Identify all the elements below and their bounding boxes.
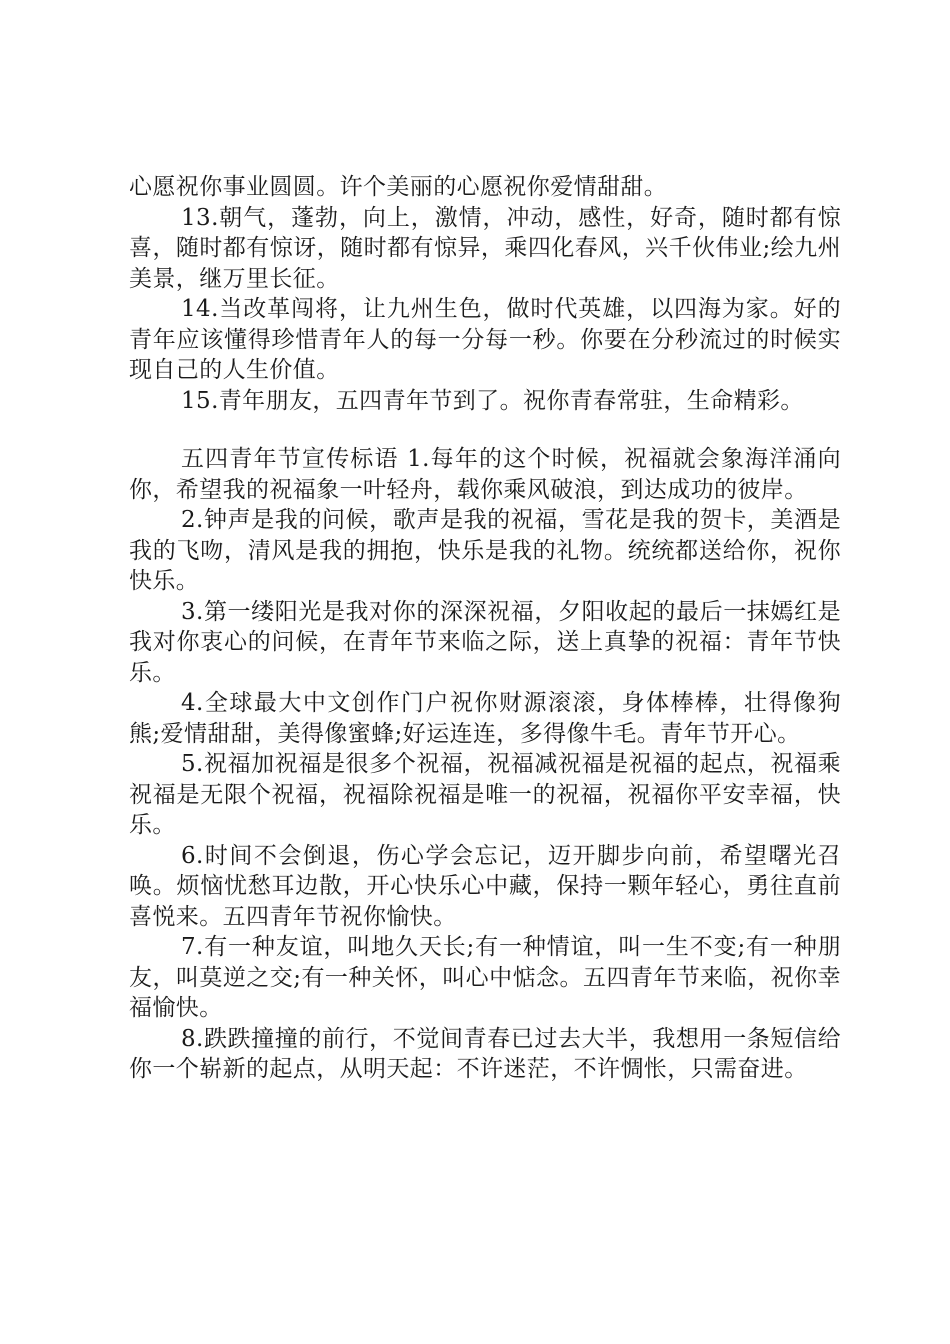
- section-gap: [129, 416, 841, 444]
- paragraph-item-7: 7.有一种友谊，叫地久天长;有一种情谊，叫一生不变;有一种朋友，叫莫逆之交;有一种关怀，叫心中惦念。五四青年节来临，祝你幸福愉快。: [129, 934, 841, 1021]
- paragraph-item-6: 6.时间不会倒退，伤心学会忘记，迈开脚步向前，希望曙光召唤。烦恼忧愁耳边散，开心快乐心中藏，保持一颗年轻心，勇往直前喜悦来。五四青年节祝你愉快。: [129, 842, 841, 930]
- paragraph-item-3: 3.第一缕阳光是我对你的深深祝福，夕阳收起的最后一抹嫣红是我对你衷心的问候，在青年节来临之际，送上真挚的祝福：青年节快乐。: [129, 598, 841, 686]
- paragraph-section-heading-item-1: 五四青年节宣传标语 1.每年的这个时候，祝福就会象海洋涌向你，希望我的祝福象一叶轻舟，载你乘风破浪，到达成功的彼岸。: [129, 446, 841, 503]
- paragraph-item-15: 15.青年朋友，五四青年节到了。祝你青春常驻，生命精彩。: [181, 387, 804, 414]
- paragraph-item-2: 2.钟声是我的问候，歌声是我的祝福，雪花是我的贺卡，美酒是我的飞吻，清风是我的拥抱，快乐是我的礼物。统统都送给你，祝你快乐。: [129, 507, 841, 594]
- paragraph-item-5: 5.祝福加祝福是很多个祝福，祝福减祝福是祝福的起点，祝福乘祝福是无限个祝福，祝福除祝福是唯一的祝福，祝福你平安幸福，快乐。: [129, 751, 841, 838]
- paragraph-item-4: 4.全球最大中文创作门户祝你财源滚滚，身体棒棒，壮得像狗熊;爱情甜甜，美得像蜜蜂;好运连连，多得像牛毛。青年节开心。: [129, 690, 841, 747]
- paragraph-item-13: 13.朝气，蓬勃，向上，激情，冲动，感性，好奇，随时都有惊喜，随时都有惊讶，随时都有惊异，乘四化春风，兴千伙伟业;绘九州美景，继万里长征。: [129, 204, 841, 292]
- paragraph-continuation: 心愿祝你事业圆圆。许个美丽的心愿祝你爱情甜甜。: [129, 174, 668, 200]
- paragraph-item-8: 8.跌跌撞撞的前行，不觉间青春已过去大半，我想用一条短信给你一个崭新的起点，从明天起：不许迷茫，不许惆怅，只需奋进。: [129, 1025, 841, 1082]
- paragraph-item-14: 14.当改革闯将，让九州生色，做时代英雄，以四海为家。好的青年应该懂得珍惜青年人的每一分每一秒。你要在分秒流过的时候实现自己的人生价值。: [129, 296, 841, 383]
- document-page: [129, 172, 841, 1085]
